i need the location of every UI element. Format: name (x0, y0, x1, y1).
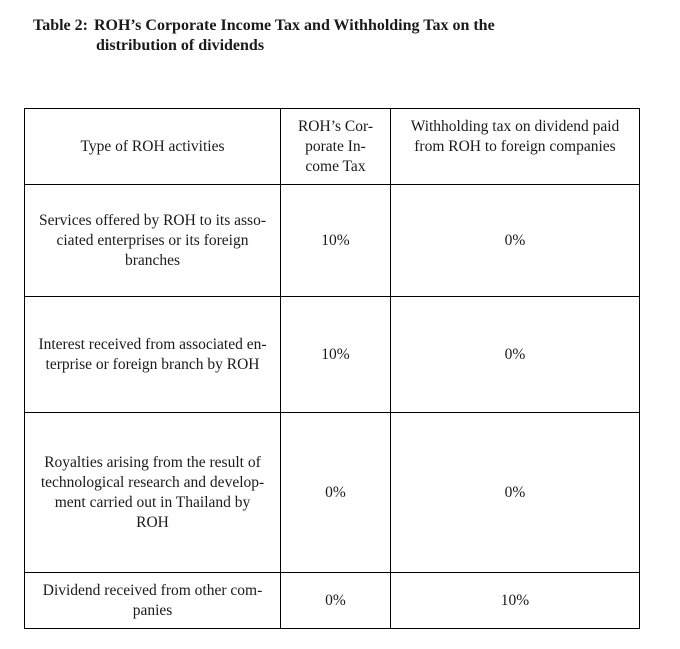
header-cit-line: ROH’s Cor- (297, 117, 374, 135)
wht-cell: 10% (391, 573, 640, 629)
header-activity-type-text: Type of ROH activities (80, 137, 225, 155)
activity-line: ment carried out in Thailand by (54, 493, 251, 511)
header-row (25, 109, 640, 185)
table-row (25, 297, 640, 413)
caption-title-line1: ROH’s Corporate Income Tax and Withholding Tax on the (93, 17, 495, 34)
wht-cell: 0% (391, 297, 640, 413)
header-activity-type (25, 109, 281, 185)
activity-cell (25, 185, 281, 297)
activity-line: Interest received from associated en- (38, 335, 267, 353)
table-row (25, 573, 640, 629)
activity-line: Services offered by ROH to its asso- (38, 211, 266, 229)
header-withholding-tax (391, 109, 640, 185)
table-row (25, 413, 640, 573)
header-wht-line: from ROH to foreign companies (414, 137, 616, 155)
wht-cell: 0% (391, 185, 640, 297)
activity-line: ROH (136, 513, 169, 531)
header-corporate-income-tax (281, 109, 391, 185)
activity-cell (25, 413, 281, 573)
caption-label: Table 2: (33, 17, 88, 34)
wht-cell: 0% (391, 413, 640, 573)
table-row (25, 185, 640, 297)
header-cit-line: porate In- (305, 137, 366, 155)
header-wht-line: Withholding tax on dividend paid (410, 117, 620, 135)
activity-line: Royalties arising from the result of (44, 453, 261, 471)
table-caption (33, 16, 653, 56)
activity-line: panies (132, 601, 173, 619)
tax-table (24, 108, 640, 629)
activity-line: Dividend received from other com- (42, 581, 263, 599)
activity-line: ciated enterprises or its foreign (56, 231, 249, 249)
cit-cell: 0% (281, 413, 391, 573)
header-cit-line: come Tax (305, 157, 366, 175)
activity-cell (25, 297, 281, 413)
caption-title-line2: distribution of dividends (96, 37, 265, 54)
activity-line: terprise or foreign branch by ROH (45, 355, 260, 373)
activity-cell (25, 573, 281, 629)
cit-cell: 0% (281, 573, 391, 629)
activity-line: technological research and develop- (40, 473, 265, 491)
cit-cell: 10% (281, 297, 391, 413)
activity-line: branches (124, 251, 181, 269)
cit-cell: 10% (281, 185, 391, 297)
